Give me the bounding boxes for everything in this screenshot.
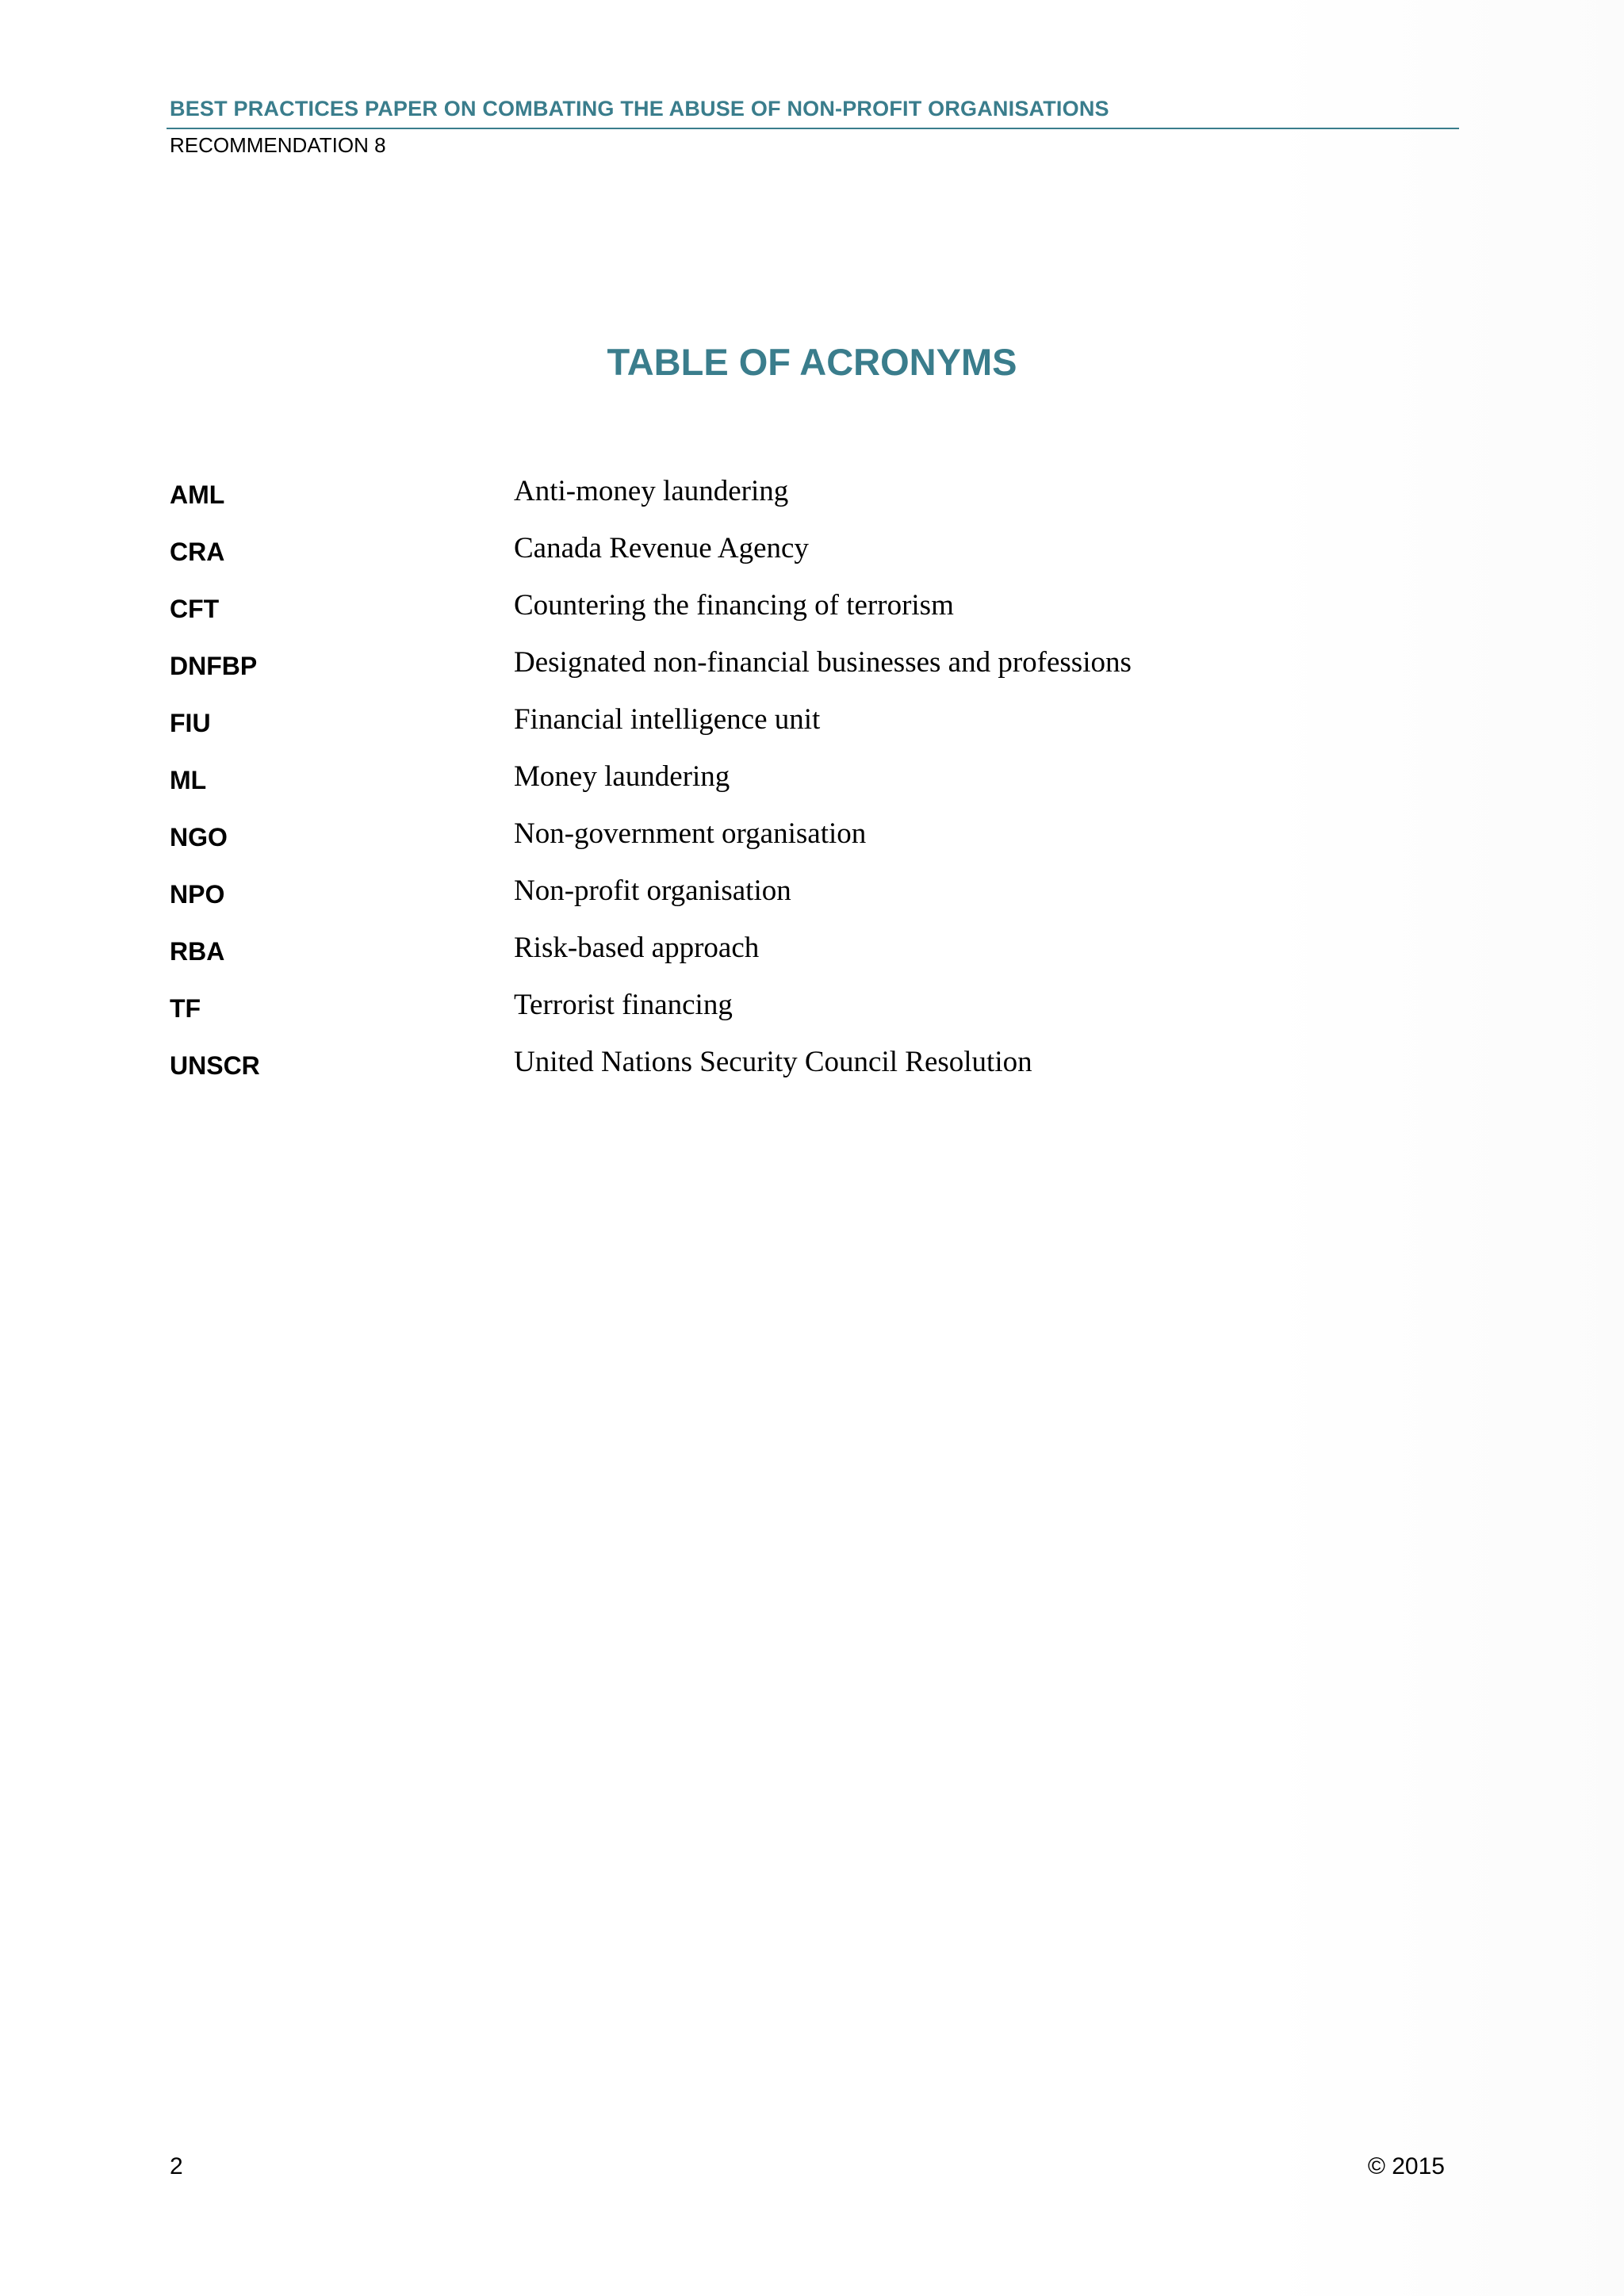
acronym-term: FIU (170, 709, 211, 737)
acronym-term: DNFBP (170, 652, 258, 680)
acronym-definition: Designated non-financial businesses and professions (514, 646, 1132, 679)
acronym-table (170, 466, 1459, 1094)
acronym-definition: Countering the financing of terrorism (514, 589, 954, 622)
acronym-definition: Anti-money laundering (514, 475, 789, 507)
acronym-row (170, 637, 1459, 695)
acronym-row (170, 466, 1459, 523)
acronym-row (170, 980, 1459, 1037)
acronym-definition: Financial intelligence unit (514, 703, 821, 736)
acronym-definition: Non-government organisation (514, 817, 867, 850)
acronym-definition: Money laundering (514, 760, 730, 793)
acronym-row (170, 809, 1459, 866)
acronym-term: CFT (170, 595, 220, 623)
acronym-row (170, 752, 1459, 809)
acronym-term: NPO (170, 880, 225, 909)
copyright-notice: © 2015 (1367, 2153, 1445, 2179)
acronym-definition: United Nations Security Council Resolution (514, 1046, 1032, 1078)
acronym-row (170, 866, 1459, 923)
running-header (170, 94, 1459, 157)
acronym-definition: Canada Revenue Agency (514, 532, 809, 564)
acronym-term: CRA (170, 538, 225, 566)
acronym-term: ML (170, 766, 207, 794)
acronym-row (170, 923, 1459, 980)
acronym-definition: Terrorist financing (514, 989, 733, 1021)
acronym-term: RBA (170, 937, 225, 966)
acronym-row (170, 580, 1459, 637)
acronym-term: NGO (170, 823, 228, 851)
header-divider (167, 128, 1459, 129)
acronym-term: TF (170, 994, 201, 1023)
acronym-row (170, 1037, 1459, 1094)
section-title: TABLE OF ACRONYMS (607, 341, 1017, 383)
acronym-row (170, 695, 1459, 752)
page-number: 2 (170, 2153, 183, 2179)
acronym-row (170, 523, 1459, 580)
acronym-term: UNSCR (170, 1051, 260, 1080)
acronym-term: AML (170, 480, 225, 509)
acronym-definition: Non-profit organisation (514, 874, 791, 907)
acronym-definition: Risk-based approach (514, 932, 760, 964)
header-title: BEST PRACTICES PAPER ON COMBATING THE ABUSE OF NON-PROFIT ORGANISATIONS (170, 97, 1109, 121)
header-subtitle: RECOMMENDATION 8 (170, 133, 386, 157)
